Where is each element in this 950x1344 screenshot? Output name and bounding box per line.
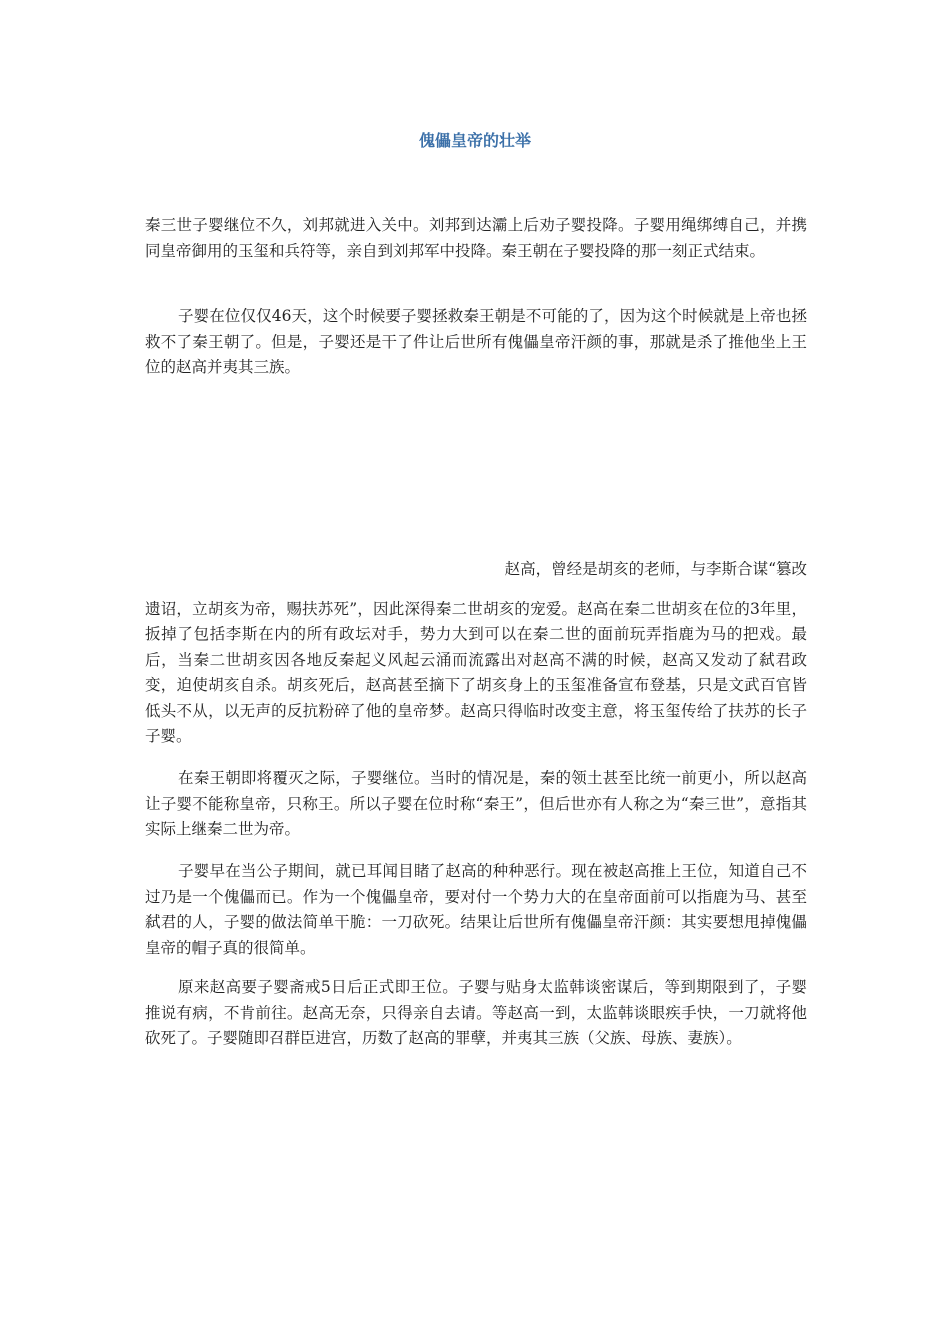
paragraph-5: 子婴早在当公子期间，就已耳闻目睹了赵高的种种恶行。现在被赵高推上王位，知道自己不过乃是一个傀儡而已。作为一个傀儡皇帝，要对付一个势力大的在皇帝面前可以指鹿为马、甚至弑君的人，子婴的做法简单干脆：一刀砍死。结果让后世所有傀儡皇帝汗颜：其实要想甩掉傀儡皇帝的帽子真的很简单。	[145, 862, 807, 957]
paragraph-3-body: 遗诏，立胡亥为帝，赐扶苏死”，因此深得秦二世胡亥的宠爱。赵高在秦二世胡亥在位的3年里，扳掉了包括李斯在内的所有政坛对手，势力大到可以在秦二世的面前玩弄指鹿为马的把戏。最后，当秦二世胡亥因各地反秦起义风起云涌而流露出对赵高不满的时候，赵高又发动了弑君政变，迫使胡亥自杀。胡亥死后，赵高甚至摘下了胡亥身上的玉玺准备宣布登基，只是文武百官皆低头不从，以无声的反抗粉碎了他的皇帝梦。赵高只得临时改变主意，将玉玺传给了扶苏的长子子婴。	[145, 599, 807, 745]
paragraph-1: 秦三世子婴继位不久，刘邦就进入关中。刘邦到达灞上后劝子婴投降。子婴用绳绑缚自己，并携同皇帝御用的玉玺和兵符等，亲自到刘邦军中投降。秦王朝在子婴投降的那一刻正式结束。	[145, 216, 807, 260]
paragraph-2: 子婴在位仅仅46天，这个时候要子婴拯救秦王朝是不可能的了，因为这个时候就是上帝也拯救不了秦王朝了。但是，子婴还是干了件让后世所有傀儡皇帝汗颜的事，那就是杀了推他坐上王位的赵高并夷其三族。	[145, 307, 807, 376]
paragraph-6: 原来赵高要子婴斋戒5日后正式即王位。子婴与贴身太监韩谈密谋后，等到期限到了，子婴推说有病，不肯前往。赵高无奈，只得亲自去请。等赵高一到，太监韩谈眼疾手快，一刀就将他砍死了。子婴随即召群臣进宫，历数了赵高的罪孽，并夷其三族（父族、母族、妻族）。	[145, 978, 807, 1047]
paragraph-4: 在秦王朝即将覆灭之际，子婴继位。当时的情况是，秦的领土甚至比统一前更小，所以赵高让子婴不能称皇帝，只称王。所以子婴在位时称“秦王”，但后世亦有人称之为“秦三世”，意指其实际上继秦二世为帝。	[145, 769, 807, 838]
document-title: 傀儡皇帝的壮举	[418, 131, 531, 150]
paragraph-3	[145, 557, 807, 750]
paragraph-3-lead: 赵高，曾经是胡亥的老师，与李斯合谋“篡改	[504, 560, 807, 578]
